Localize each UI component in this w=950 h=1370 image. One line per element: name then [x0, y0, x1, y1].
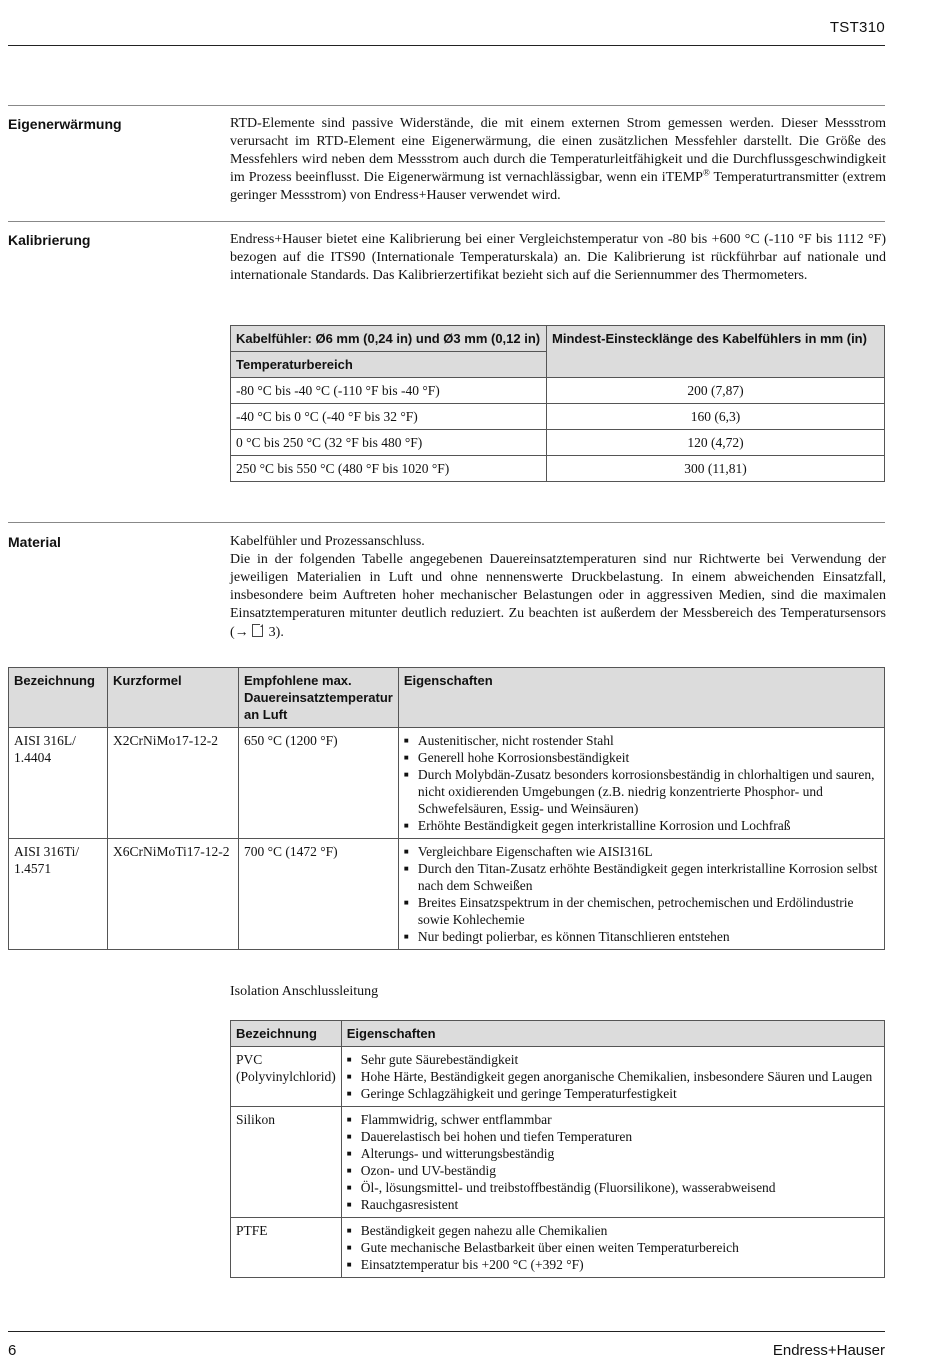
material-formula: X6CrNiMoTi17-12-2	[108, 839, 239, 950]
eigenerwaermung-text	[230, 115, 886, 205]
list-item: ■ Nur bedingt polierbar, es können Titanschlieren entstehen	[404, 928, 879, 945]
isolation-caption: Isolation Anschlussleitung	[230, 984, 379, 999]
calibration-length: 120 (4,72)	[547, 430, 885, 456]
list-item: ■ Beständigkeit gegen nahezu alle Chemikalien	[347, 1222, 879, 1239]
material-temp: 700 °C (1472 °F)	[239, 839, 399, 950]
material-props	[398, 839, 884, 950]
list-item: ■ Breites Einsatzspektrum in der chemischen, petrochemischen und Erdölindustrie sowie Kohlechemie	[404, 894, 879, 928]
calibration-length: 300 (11,81)	[547, 456, 885, 482]
material-header-name: Bezeichnung	[9, 668, 108, 728]
calibration-header-length: Mindest-Einstecklänge des Kabelfühlers in mm (in)	[547, 326, 885, 378]
isolation-props	[341, 1107, 884, 1218]
eigenerwaermung-text-part2: Temperaturtransmitter (extrem geringer Messstrom) von Endress+Hauser verwendet wird.	[230, 170, 886, 203]
page-reference-icon	[252, 624, 263, 637]
table-row	[231, 1047, 885, 1107]
material-temp: 650 °C (1200 °F)	[239, 728, 399, 839]
list-item: ■ Austenitischer, nicht rostender Stahl	[404, 732, 879, 749]
list-item: ■ Alterungs- und witterungsbeständig	[347, 1145, 879, 1162]
calibration-length: 160 (6,3)	[547, 404, 885, 430]
material-header-props: Eigenschaften	[398, 668, 884, 728]
calibration-range: 0 °C bis 250 °C (32 °F bis 480 °F)	[231, 430, 547, 456]
table-row	[231, 378, 885, 404]
material-header-formula: Kurzformel	[108, 668, 239, 728]
isolation-name: PTFE	[231, 1218, 342, 1278]
kalibrierung-paragraph: Endress+Hauser bietet eine Kalibrierung bei einer Vergleichstemperatur von -80 bis +600 °C (-110 °F bis 1112 °F) bezogen auf die ITS90 (Internationale Temperaturskala) an. Die Kalibrierung ist rückführbar auf nationale und internationale Standards. Das Kalibrierzertifikat bezieht sich auf die Seriennummer des Thermometers.	[230, 232, 886, 283]
list-item: ■ Ozon- und UV-beständig	[347, 1162, 879, 1179]
material-line2-text: Die in der folgenden Tabelle angegebenen Dauereinsatztemperaturen sind nur Richtwerte bei Verwendung der jeweiligen Materialien in Luft und ohne nennenswerte Druckbelastung. In einem abweichenden Einsatzfall, insbesondere beim Auftreten hoher mechanischer Belastungen oder in aggressiven Medien, sind die maximalen Einsatztemperaturen mitunter deutlich reduziert. Zu beachten ist außerdem der Messbereich des Temperatursensors (→	[230, 552, 886, 640]
isolation-name: Silikon	[231, 1107, 342, 1218]
list-item: ■ Öl-, lösungsmittel- und treibstoffbeständig (Fluorsilikone), wasserabweisend	[347, 1179, 879, 1196]
calibration-range: -40 °C bis 0 °C (-40 °F bis 32 °F)	[231, 404, 547, 430]
section-divider	[8, 105, 885, 106]
list-item: ■ Einsatztemperatur bis +200 °C (+392 °F)	[347, 1256, 879, 1273]
brand-name: Endress+Hauser	[772, 1342, 885, 1359]
section-label-material: Material	[8, 534, 61, 550]
registered-mark: ®	[702, 167, 710, 178]
section-divider	[8, 522, 885, 523]
list-item: ■ Erhöhte Beständigkeit gegen interkristalline Korrosion und Lochfraß	[404, 817, 879, 834]
isolation-props	[341, 1218, 884, 1278]
material-table	[8, 667, 885, 950]
table-row	[231, 456, 885, 482]
material-text	[230, 533, 886, 642]
calibration-range: 250 °C bis 550 °C (480 °F bis 1020 °F)	[231, 456, 547, 482]
list-item: ■ Flammwidrig, schwer entflammbar	[347, 1111, 879, 1128]
section-label-kalibrierung: Kalibrierung	[8, 232, 91, 248]
list-item: ■ Geringe Schlagzähigkeit und geringe Temperaturfestigkeit	[347, 1085, 879, 1102]
calibration-length: 200 (7,87)	[547, 378, 885, 404]
table-row	[9, 728, 885, 839]
material-props	[398, 728, 884, 839]
material-name: AISI 316Ti/ 1.4571	[9, 839, 108, 950]
list-item: ■ Dauerelastisch bei hohen und tiefen Temperaturen	[347, 1128, 879, 1145]
table-row	[231, 430, 885, 456]
isolation-name: PVC (Polyvinylchlorid)	[231, 1047, 342, 1107]
calibration-range: -80 °C bis -40 °C (-110 °F bis -40 °F)	[231, 378, 547, 404]
isolation-header-name: Bezeichnung	[231, 1021, 342, 1047]
table-row	[231, 1218, 885, 1278]
table-row	[231, 404, 885, 430]
document-id: TST310	[829, 19, 885, 36]
list-item: ■ Generell hohe Korrosionsbeständigkeit	[404, 749, 879, 766]
list-item: ■ Rauchgasresistent	[347, 1196, 879, 1213]
footer-rule	[8, 1331, 885, 1332]
list-item: ■ Vergleichbare Eigenschaften wie AISI316L	[404, 843, 879, 860]
section-label-eigenerwaermung: Eigenerwärmung	[8, 116, 122, 132]
page-number: 6	[8, 1342, 17, 1359]
calibration-header-probe: Kabelfühler: Ø6 mm (0,24 in) und Ø3 mm (0,12 in)	[231, 326, 547, 352]
list-item: ■ Durch den Titan-Zusatz erhöhte Beständigkeit gegen interkristalline Korrosion selbst nach dem Schweißen	[404, 860, 879, 894]
isolation-props	[341, 1047, 884, 1107]
table-row	[9, 839, 885, 950]
material-name: AISI 316L/ 1.4404	[9, 728, 108, 839]
material-line1: Kabelfühler und Prozessanschluss.	[230, 534, 425, 549]
calibration-header-range: Temperaturbereich	[231, 352, 547, 378]
material-header-temp: Empfohlene max. Dauereinsatztemperatur an Luft	[239, 668, 399, 728]
list-item: ■ Sehr gute Säurebeständigkeit	[347, 1051, 879, 1068]
eigenerwaermung-text-part1: RTD-Elemente sind passive Widerstände, die mit einem externen Strom gemessen werden. Dieser Messstrom verursacht im RTD-Element eine Eigenerwärmung, die einen zusätzlichen Messfehler darstellt. Die Größe des Messfehlers wird neben dem Messstrom auch durch die Temperaturleitfähigkeit und die Durchflussgeschwindigkeit im Prozess beeinflusst. Die Eigenerwärmung ist vernachlässigbar, wenn ein iTEMP	[230, 116, 886, 185]
header-rule	[8, 45, 885, 46]
material-line2	[230, 551, 886, 642]
isolation-header-props: Eigenschaften	[341, 1021, 884, 1047]
material-formula: X2CrNiMo17-12-2	[108, 728, 239, 839]
calibration-table	[230, 325, 885, 482]
table-row	[231, 1107, 885, 1218]
section-divider	[8, 221, 885, 222]
isolation-table	[230, 1020, 885, 1278]
kalibrierung-text	[230, 231, 886, 285]
list-item: ■ Durch Molybdän-Zusatz besonders korrosionsbeständig in chlorhaltigen und sauren, nicht oxidierenden Umgebungen (z.B. niedrig konzentrierte Phosphor- und Schwefelsäuren, Essig- und Weinsäuren)	[404, 766, 879, 817]
list-item: ■ Gute mechanische Belastbarkeit über einen weiten Temperaturbereich	[347, 1239, 879, 1256]
material-line2-end: 3).	[265, 625, 284, 640]
list-item: ■ Hohe Härte, Beständigkeit gegen anorganische Chemikalien, insbesondere Säuren und Laugen	[347, 1068, 879, 1085]
